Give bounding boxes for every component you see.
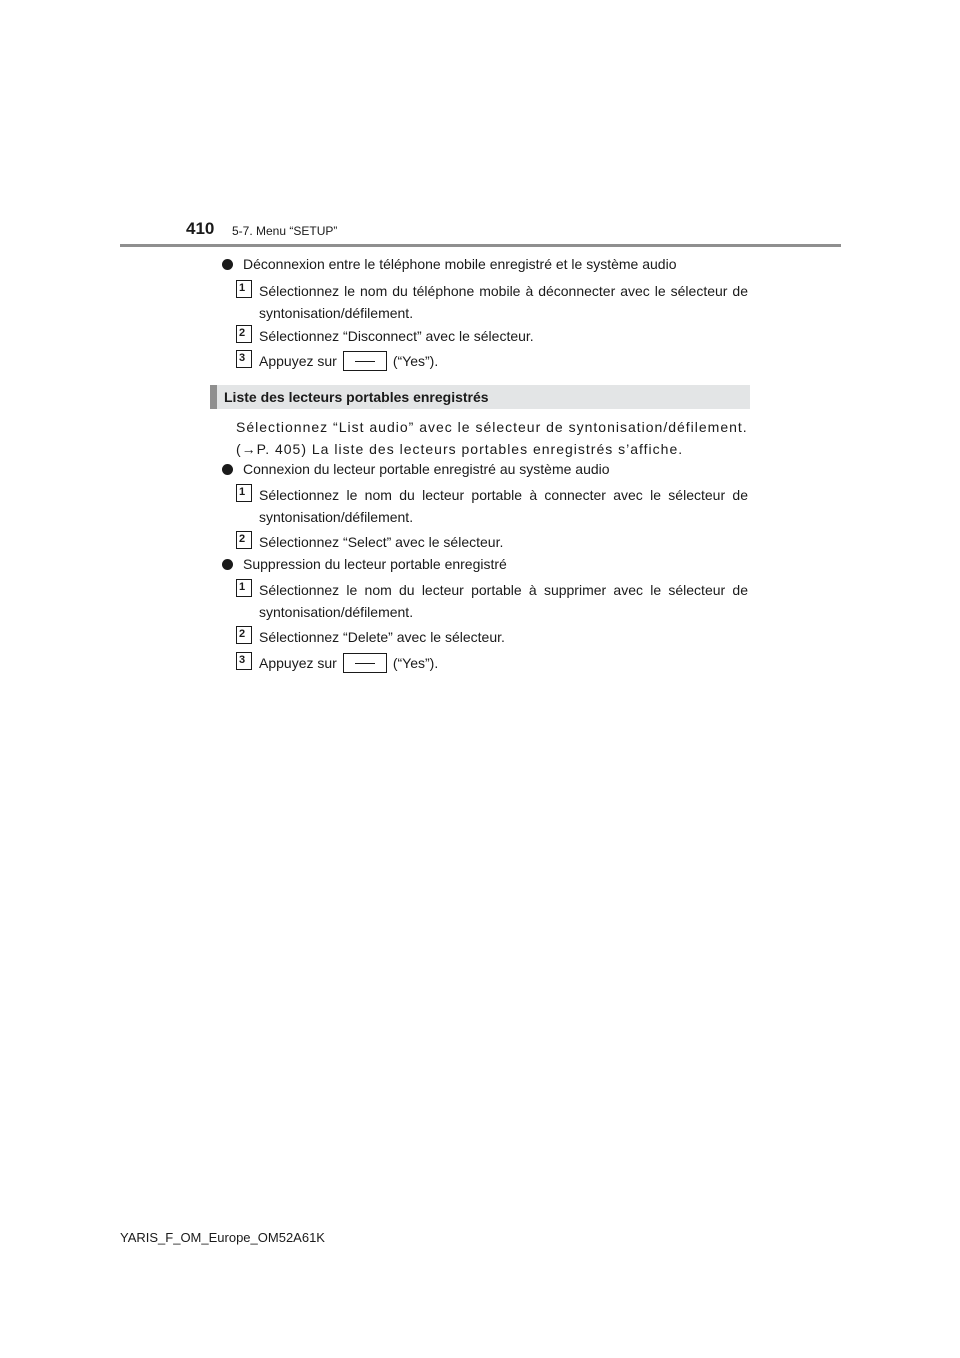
step-number-badge: 1 bbox=[236, 579, 252, 597]
step-text: Sélectionnez le nom du lecteur portable à connecter avec le sélecteur de syntonisation/défilement. bbox=[259, 487, 748, 525]
button-icon bbox=[343, 653, 387, 673]
step-number-badge: 2 bbox=[236, 531, 252, 549]
page-number: 410 bbox=[186, 219, 215, 238]
step-number-badge: 1 bbox=[236, 280, 252, 298]
step-1 bbox=[236, 484, 748, 528]
header-rule bbox=[120, 244, 841, 247]
bullet-text: Suppression du lecteur portable enregistré bbox=[243, 556, 507, 572]
step-2 bbox=[236, 325, 748, 347]
bullet-dot-icon bbox=[222, 464, 233, 475]
step-1 bbox=[236, 280, 748, 324]
step-number-badge: 1 bbox=[236, 484, 252, 502]
step-text: Sélectionnez “Delete” avec le sélecteur. bbox=[259, 629, 505, 645]
bullet-disconnect bbox=[222, 254, 677, 274]
step-number-badge: 3 bbox=[236, 350, 252, 368]
button-icon bbox=[343, 351, 387, 371]
step-text-after: (“Yes”). bbox=[392, 655, 439, 671]
bullet-connect bbox=[222, 459, 610, 479]
step-text: Sélectionnez le nom du lecteur portable à supprimer avec le sélecteur de syntonisation/défilement. bbox=[259, 582, 748, 620]
step-text bbox=[259, 350, 748, 372]
step-text-after: (“Yes”). bbox=[392, 353, 439, 369]
step-number-badge: 2 bbox=[236, 626, 252, 644]
step-text: Sélectionnez le nom du téléphone mobile à déconnecter avec le sélecteur de syntonisation/défilement. bbox=[259, 283, 748, 321]
step-text-before: Appuyez sur bbox=[259, 655, 337, 671]
bullet-text: Connexion du lecteur portable enregistré au système audio bbox=[243, 461, 610, 477]
step-1 bbox=[236, 579, 748, 623]
step-text: Sélectionnez “Disconnect” avec le sélecteur. bbox=[259, 328, 534, 344]
step-2 bbox=[236, 531, 748, 553]
bullet-text: Déconnexion entre le téléphone mobile enregistré et le système audio bbox=[243, 256, 677, 272]
subsection-title: Liste des lecteurs portables enregistrés bbox=[210, 385, 750, 409]
step-number-badge: 2 bbox=[236, 325, 252, 343]
bullet-delete bbox=[222, 554, 507, 574]
footer-doc-id: YARIS_F_OM_Europe_OM52A61K bbox=[120, 1230, 325, 1245]
bullet-dot-icon bbox=[222, 259, 233, 270]
step-2 bbox=[236, 626, 748, 648]
step-3 bbox=[236, 350, 748, 372]
step-text-before: Appuyez sur bbox=[259, 353, 337, 369]
bullet-dot-icon bbox=[222, 559, 233, 570]
step-text bbox=[259, 652, 748, 674]
step-3 bbox=[236, 652, 748, 674]
step-text: Sélectionnez “Select” avec le sélecteur. bbox=[259, 534, 504, 550]
section-header: 5-7. Menu “SETUP” bbox=[232, 224, 338, 238]
step-number-badge: 3 bbox=[236, 652, 252, 670]
intro-paragraph: Sélectionnez “List audio” avec le sélecteur de syntonisation/défilement. (→P. 405) La liste des lecteurs portables enregistrés s’affiche. bbox=[236, 419, 748, 457]
